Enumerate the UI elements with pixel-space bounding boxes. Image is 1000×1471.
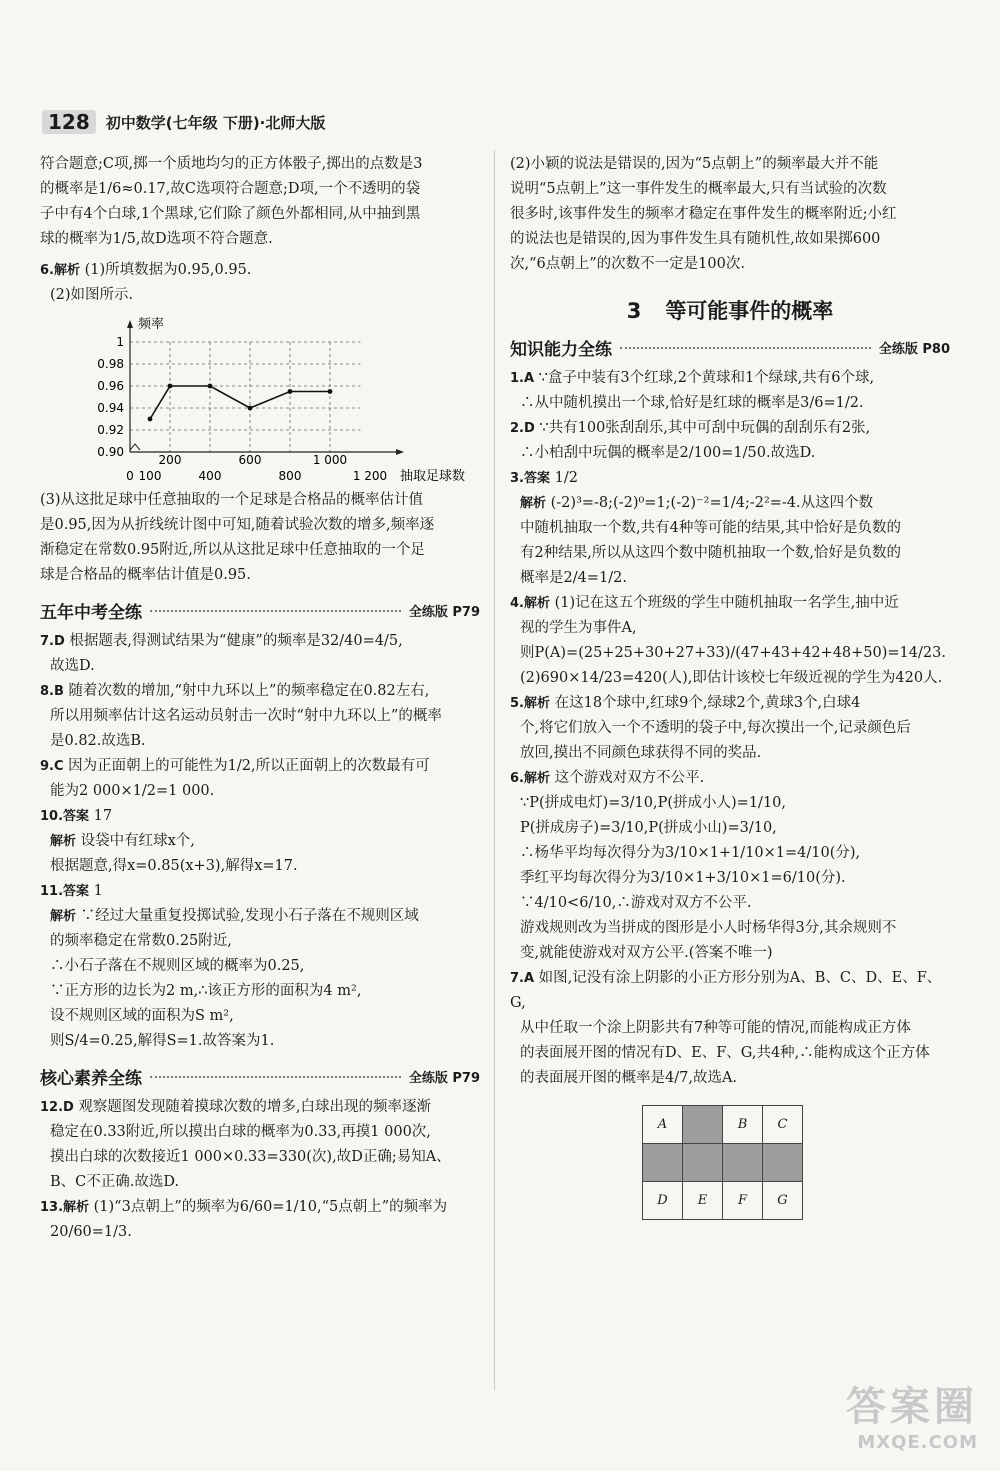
grid-cell-shaded <box>763 1144 803 1182</box>
text-line: 球的概率为1/5,故D选项不符合题意. <box>40 231 273 247</box>
text-line: (3)从这批足球中任意抽取的一个足球是合格品的概率估计值 <box>40 492 424 508</box>
text-line: ∴杨华平均每次得分为3/10×1+1/10×1=4/10(分), <box>520 845 861 861</box>
x-tick-label: 200 <box>158 453 182 467</box>
question-6b <box>510 766 950 966</box>
text-line: (1)所填数据为0.95,0.95. <box>84 262 252 278</box>
text-line: ∴小石子落在不规则区域的概率为0.25, <box>50 958 305 974</box>
text-line: 如图,记没有涂上阴影的小正方形分别为A、B、C、D、E、F、G, <box>510 970 942 1011</box>
text-line: ∴小柏刮中玩偶的概率是2/100=1/50.故选D. <box>520 445 816 461</box>
text-line: (1)“3点朝上”的频率为6/60=1/10,“5点朝上”的频率为 <box>93 1199 448 1215</box>
data-point <box>248 406 253 411</box>
text-line: 观察题图发现随着摸球次数的增多,白球出现的频率逐渐 <box>78 1099 432 1115</box>
y-tick-label: 0.96 <box>97 379 124 393</box>
question-label: 7.D <box>40 634 65 649</box>
text-line: 摸出白球的次数接近1 000×0.33=330(次),故D正确;易知A、 <box>50 1149 451 1165</box>
question-label: 8.B <box>40 684 64 699</box>
x-axis-label: 抽取足球数 <box>400 469 466 484</box>
text-line: (-2)³=-8;(-2)⁰=1;(-2)⁻²=1/4;-2²=-4.从这四个数 <box>550 495 874 511</box>
question-label: 9.C <box>40 759 64 774</box>
x-tick-label: 400 <box>198 469 222 483</box>
section-dots <box>150 610 401 612</box>
cube-net-figure <box>642 1105 803 1220</box>
question-12 <box>40 1095 480 1195</box>
right-column <box>510 152 950 1220</box>
question-4 <box>510 591 950 691</box>
text-line: ∵正方形的边长为2 m,∴该正方形的面积为4 m², <box>50 983 362 999</box>
text-line: 子中有4个白球,1个黑球,它们除了颜色外都相同,从中抽到黑 <box>40 206 421 222</box>
text-line: (2)小颖的说法是错误的,因为“5点朝上”的频率最大并不能 <box>510 156 879 172</box>
x-axis-arrow <box>396 449 404 455</box>
text-line: 放回,摸出不同颜色球获得不同的奖品. <box>520 745 762 761</box>
data-point <box>148 417 153 422</box>
text-line: 这个游戏对双方不公平. <box>554 770 705 786</box>
frequency-chart <box>60 312 480 486</box>
question-label: 6.解析 <box>510 771 550 786</box>
text-line: 次,“6点朝上”的次数不一定是100次. <box>510 256 745 272</box>
text-line: 的表面展开图的概率是4/7,故选A. <box>520 1070 738 1086</box>
answer: 1 <box>93 883 103 899</box>
text-line: 季红平均每次得分为3/10×1+3/10×1=6/10(分). <box>520 870 846 886</box>
text-line: 故选D. <box>50 658 95 674</box>
question-label: 11.答案 <box>40 884 90 899</box>
chapter-title: 等可能事件的概率 <box>665 299 834 323</box>
series-line <box>150 386 330 419</box>
grid-cell: G <box>763 1182 803 1220</box>
watermark-logo <box>846 1375 978 1453</box>
text-line: 变,就能使游戏对双方公平.(答案不唯一) <box>520 945 773 961</box>
text-line: (1)记在这五个班级的学生中随机抽取一名学生,抽中近 <box>554 595 899 611</box>
section-header-knowledge <box>510 335 950 360</box>
text-line: (2)如图所示. <box>50 287 134 303</box>
section-header-five-year <box>40 598 480 623</box>
answer: 17 <box>93 808 113 824</box>
y-axis-arrow <box>127 320 133 328</box>
text-line: 的概率是1/6≈0.17,故C选项符合题意;D项,一个不透明的袋 <box>40 181 421 197</box>
x-tick-label: 0 <box>126 469 134 483</box>
grid-cell-shaded <box>723 1144 763 1182</box>
text-line: 概率是2/4=1/2. <box>520 570 627 586</box>
text-line: 有2种结果,所以从这四个数中随机抽取一个数,恰好是负数的 <box>520 545 901 561</box>
page-number: 128 <box>42 110 96 134</box>
text-line: 稳定在0.33附近,所以摸出白球的概率为0.33,再摸1 000次, <box>50 1124 431 1140</box>
data-point <box>208 384 213 389</box>
grid-cell: A <box>643 1106 683 1144</box>
grid-cell: D <box>643 1182 683 1220</box>
line-chart-svg <box>60 312 466 484</box>
text-line: 很多时,该事件发生的频率才稳定在事件发生的概率附近;小红 <box>510 206 897 222</box>
text-line: ∵共有100张刮刮乐,其中可刮中玩偶的刮刮乐有2张, <box>539 420 871 436</box>
text-line: 根据题表,得测试结果为“健康”的频率是32/40=4/5, <box>69 633 403 649</box>
section-title: 核心素养全练 <box>40 1069 142 1089</box>
page-header <box>42 108 325 136</box>
y-tick-label: 0.94 <box>97 401 124 415</box>
data-point <box>328 389 333 394</box>
text-line: P(拼成房子)=3/10,P(拼成小山)=3/10, <box>520 820 777 836</box>
x-tick-label: 600 <box>238 453 262 467</box>
text-line: 的表面展开图的情况有D、E、F、G,共4种,∴能构成这个正方体 <box>520 1045 930 1061</box>
text-line: 根据题意,得x=0.85(x+3),解得x=17. <box>50 858 298 874</box>
chapter-number: 3 <box>626 299 642 323</box>
grid-cell: F <box>723 1182 763 1220</box>
x-tick-label: 100 <box>138 469 162 483</box>
question-label: 12.D <box>40 1100 74 1115</box>
text-line: 则P(A)=(25+25+30+27+33)/(47+43+42+48+50)=14/23. <box>520 645 946 661</box>
text-line: 设袋中有红球x个, <box>80 833 195 849</box>
text-line: 随着次数的增加,“射中九环以上”的频率稳定在0.82左右, <box>68 683 430 699</box>
grid-cell: C <box>763 1106 803 1144</box>
text-line: 游戏规则改为当拼成的图形是小人时杨华得3分,其余规则不 <box>520 920 897 936</box>
y-axis-label: 频率 <box>138 317 165 332</box>
grid-cell-shaded <box>683 1106 723 1144</box>
data-point <box>168 384 173 389</box>
text-line: 在这18个球中,红球9个,绿球2个,黄球3个,白球4 <box>554 695 861 711</box>
question-label: 1.A <box>510 371 535 386</box>
y-tick-label: 0.98 <box>97 357 124 371</box>
text-line: ∴从中随机摸出一个球,恰好是红球的概率是3/6=1/2. <box>520 395 864 411</box>
question-2 <box>510 416 950 466</box>
section-page-ref: 全练版 P80 <box>878 342 950 357</box>
grid-cell-shaded <box>683 1144 723 1182</box>
question-1 <box>510 366 950 416</box>
watermark-text: 答案圈 <box>846 1384 978 1430</box>
text-line: 说明“5点朝上”这一事件发生的概率最大,只有当试验的次数 <box>510 181 887 197</box>
text-line: 则S/4=0.25,解得S=1.故答案为1. <box>50 1033 275 1049</box>
question-label: 7.A <box>510 971 535 986</box>
section-dots <box>150 1076 401 1078</box>
grid-cell: E <box>683 1182 723 1220</box>
text-line: 是0.82.故选B. <box>50 733 146 749</box>
question-7 <box>40 629 480 679</box>
question-9 <box>40 754 480 804</box>
question-7b <box>510 966 950 1091</box>
section-page-ref: 全练版 P79 <box>408 605 480 620</box>
question-label: 6.解析 <box>40 263 80 278</box>
text-line: 符合题意;C项,掷一个质地均匀的正方体骰子,掷出的点数是3 <box>40 156 423 172</box>
grid-cell: B <box>723 1106 763 1144</box>
question-10 <box>40 804 480 879</box>
question-label: 2.D <box>510 421 535 436</box>
text-line: 是0.95,因为从折线统计图中可知,随着试验次数的增多,频率逐 <box>40 517 435 533</box>
text-line: ∵经过大量重复投掷试验,发现小石子落在不规则区域 <box>80 908 419 924</box>
text-line: 从中任取一个涂上阴影共有7种等可能的情况,而能构成正方体 <box>520 1020 911 1036</box>
chapter-heading <box>510 295 950 325</box>
section-dots <box>620 347 871 349</box>
y-tick-label: 1 <box>116 335 124 349</box>
text-line: 因为正面朝上的可能性为1/2,所以正面朝上的次数最有可 <box>68 758 430 774</box>
question-5 <box>510 691 950 766</box>
question-8 <box>40 679 480 754</box>
text-line: B、C不正确.故选D. <box>50 1174 180 1190</box>
section-page-ref: 全练版 P79 <box>408 1071 480 1086</box>
text-line: 个,将它们放入一个不透明的袋子中,每次摸出一个,记录颜色后 <box>520 720 911 736</box>
analysis-label: 解析 <box>50 909 77 924</box>
question-3 <box>510 466 950 591</box>
question-6 <box>40 258 480 588</box>
text-line: ∵盒子中装有3个红球,2个黄球和1个绿球,共有6个球, <box>538 370 875 386</box>
text-line: 渐稳定在常数0.95附近,所以从这批足球中任意抽取的一个足 <box>40 542 425 558</box>
text-line: ∵4/10<6/10,∴游戏对双方不公平. <box>520 895 752 911</box>
section-header-core <box>40 1064 480 1089</box>
question-label: 5.解析 <box>510 696 550 711</box>
question-11 <box>40 879 480 1054</box>
answer: 1/2 <box>554 470 578 486</box>
text-line: (2)690×14/23=420(人),即估计该校七年级近视的学生为420人. <box>520 670 943 686</box>
text-line: 中随机抽取一个数,共有4种等可能的结果,其中恰好是负数的 <box>520 520 901 536</box>
section-title: 五年中考全练 <box>40 603 142 623</box>
text-line: 所以用频率估计这名运动员射击一次时“射中九环以上”的概率 <box>50 708 442 724</box>
left-column <box>40 152 480 1245</box>
question-label: 3.答案 <box>510 471 550 486</box>
text-line: 能为2 000×1/2=1 000. <box>50 783 215 799</box>
text-line: 的频率稳定在常数0.25附近, <box>50 933 232 949</box>
text-line: 球是合格品的概率估计值是0.95. <box>40 567 251 583</box>
analysis-label: 解析 <box>520 496 547 511</box>
text-line: 20/60=1/3. <box>50 1224 132 1240</box>
x-tick-label: 1 200 <box>352 469 388 483</box>
question-label: 4.解析 <box>510 596 550 611</box>
y-tick-label: 0.92 <box>97 423 124 437</box>
text-line: 的说法也是错误的,因为事件发生具有随机性,故如果掷600 <box>510 231 881 247</box>
y-tick-label: 0.90 <box>97 445 124 459</box>
section-title: 知识能力全练 <box>510 340 612 360</box>
book-title: 初中数学(七年级 下册)·北师大版 <box>105 113 326 132</box>
question-13 <box>40 1195 480 1245</box>
x-tick-label: 800 <box>278 469 302 483</box>
text-line: 视的学生为事件A, <box>520 620 637 636</box>
grid-cell-shaded <box>643 1144 683 1182</box>
watermark-url: MXQE.COM <box>857 1432 978 1453</box>
data-point <box>288 389 293 394</box>
column-divider <box>494 150 495 1390</box>
axis-break-mark <box>130 444 140 450</box>
question-label: 13.解析 <box>40 1200 90 1215</box>
text-line: 设不规则区域的面积为S m², <box>50 1008 234 1024</box>
analysis-label: 解析 <box>50 834 77 849</box>
x-tick-label: 1 000 <box>312 453 348 467</box>
text-line: ∵P(拼成电灯)=3/10,P(拼成小人)=1/10, <box>520 795 787 811</box>
question-label: 10.答案 <box>40 809 90 824</box>
